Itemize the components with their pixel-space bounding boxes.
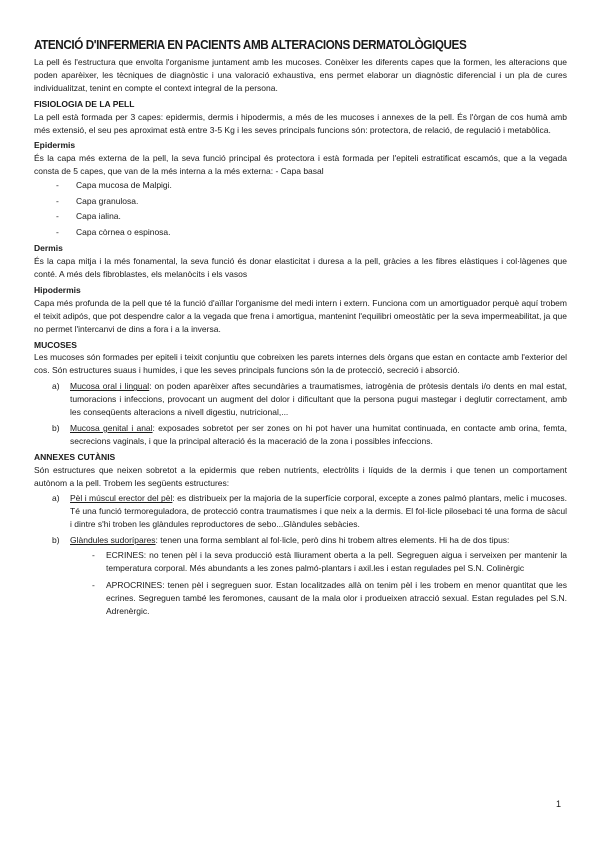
epidermis-layer-list xyxy=(34,178,567,240)
dermis-paragraph: És la capa mitja i la més fonamental, la seva funció és donar elasticitat i duresa a la pell, gràcies a les fibres elàstiques i col·làgenes que conté. A més dels fibroblastes, els melanòcits i els vasos xyxy=(34,256,567,279)
page-title: ATENCIÓ D'INFERMERIA EN PACIENTS AMB ALTERACIONS DERMATOLÒGIQUES xyxy=(34,38,467,52)
heading-dermis: Dermis xyxy=(34,243,63,254)
list-marker: b) xyxy=(52,422,60,433)
list-item: - Capa mucosa de Malpigi. xyxy=(34,178,567,194)
list-item: - Capa còrnea o espinosa. xyxy=(34,225,567,241)
description: : exposades sobretot per ser zones on hi pot haver una humitat continuada, en contacte amb orina, femta, secrecions vaginals, i que la principal alteració és la maceració de la zona i possibles infeccions. xyxy=(70,422,567,446)
heading-mucoses: MUCOSES xyxy=(34,339,77,350)
list-item: - Capa ialina. xyxy=(34,209,567,225)
term: Mucosa oral i lingual xyxy=(70,381,150,392)
heading-hipodermis: Hipodermis xyxy=(34,284,81,295)
heading-fisiologia: FISIOLOGIA DE LA PELL xyxy=(34,98,135,109)
epidermis-paragraph: És la capa més externa de la pell, la seva funció principal és protectora i està formada per l'epiteli estratificat escamós, que a la vegada consta de 5 capes, que van de la més interna a la més externa: - Capa basal xyxy=(34,153,567,177)
list-item: - Capa granulosa. xyxy=(34,194,567,210)
list-item xyxy=(34,422,567,448)
heading-annexes: ANNEXES CUTÀNIS xyxy=(34,451,116,462)
list-marker: a) xyxy=(52,381,60,392)
page-number: 1 xyxy=(556,799,562,809)
hipodermis-paragraph: Capa més profunda de la pell que té la funció d'aïllar l'organisme del medi intern i extern. Funciona com un amortiguador perquè aquí trobem el teixit adipós, que pot despendre calor a la vegada que frena i amortigua, mantenint l'equilibri omeostàtic per la seva impermeabilitat, ja que no permet l'intercanvi de dins a fora i a la inversa. xyxy=(34,297,567,334)
description: : es distribueix per la majoria de la superfície corporal, excepte a zones palmó plantars, melic i mucoses. Té una funció termoreguladora, de protecció contra traumatismes i que neix a la dermis. El fol·licle pilosebaci té una forma de sàcul i dintre s'hi troben les glàndules reproductores de sebo...Glàndules sebàcies. xyxy=(70,493,568,530)
list-marker: a) xyxy=(52,493,60,504)
term: Glàndules sudorípares xyxy=(70,535,156,546)
list-marker: b) xyxy=(52,535,60,546)
list-item xyxy=(34,534,567,617)
annexes-list xyxy=(34,492,567,617)
list-item xyxy=(34,492,567,531)
annexes-paragraph: Són estructures que neixen sobretot a la epidermis que reben nutrients, electròlits i líquids de la dermis i que tenen un comportament autònom a la pell. Trobem les següents estructures: xyxy=(34,464,567,488)
mucoses-paragraph: Les mucoses són formades per epiteli i teixit conjuntiu que cobreixen les parets internes dels òrgans que estan en contacte amb l'exterior del cos. Són estructures suaus i humides, i que les seves principals funcions són la de protecció, secreció i absorció. xyxy=(34,352,567,376)
fisiologia-paragraph: La pell està formada per 3 capes: epidermis, dermis i hipodermis, a més de les mucoses i annexes de la pell. És l'òrgan de cos humà amb més extensió, el seu pes aproximat està entre 3-5 Kg i les seves principals funcions són: protectora, de relació, de regulació i metabòlica. xyxy=(34,111,567,135)
description: : tenen una forma semblant al fol·licle, però dins hi trobem altres elements. Hi ha de dos tipus: xyxy=(155,535,510,546)
list-item: - APROCRINES: tenen pèl i segreguen suor. Estan localitzades allà on tenim pèl i les trobem en menor quantitat que les ecrines. Segreguen també les feromones, causant de la mala olor i produeixen atracció sexual. Estan regulades pel S.N. Adrenèrgic. xyxy=(70,579,567,618)
intro-paragraph: La pell és l'estructura que envolta l'organisme juntament amb les mucoses. Conèixer les diferents capes que la formen, les alteracions que poden aparèixer, les tècniques de diagnòstic i una valoració exhaustiva, ens permet elaborar un diagnòstic diferencial i un pla de cures individualitzat, tenint en compte el context integral de la persona. xyxy=(34,57,567,93)
term: Mucosa genital i anal xyxy=(70,422,153,433)
document-page xyxy=(34,38,567,622)
term: Pèl i múscul erector del pèl xyxy=(70,493,173,504)
mucoses-list xyxy=(34,380,567,448)
heading-epidermis: Epidermis xyxy=(34,140,76,151)
glands-sublist xyxy=(70,549,567,618)
list-item xyxy=(34,380,567,419)
description: : on poden aparèixer aftes secundàries a traumatismes, iatrogènia de pròtesis dentals i/o dents en mal estat, tumoracions i infeccions, provocant un augment del dolor i dificultant que la persona pugui mastegar i deglutir correctament, amb les conseqüents alteracions a nivell digestiu, nutricional,... xyxy=(70,381,568,418)
list-item: - ECRINES: no tenen pèl i la seva producció està lliurament oberta a la pell. Segreguen aigua i serveixen per mantenir la temperatura corporal. Més abundants a les zones palmó-plantars i axil.les i estan regulades pel S.N. Colinèrgic xyxy=(70,549,567,575)
